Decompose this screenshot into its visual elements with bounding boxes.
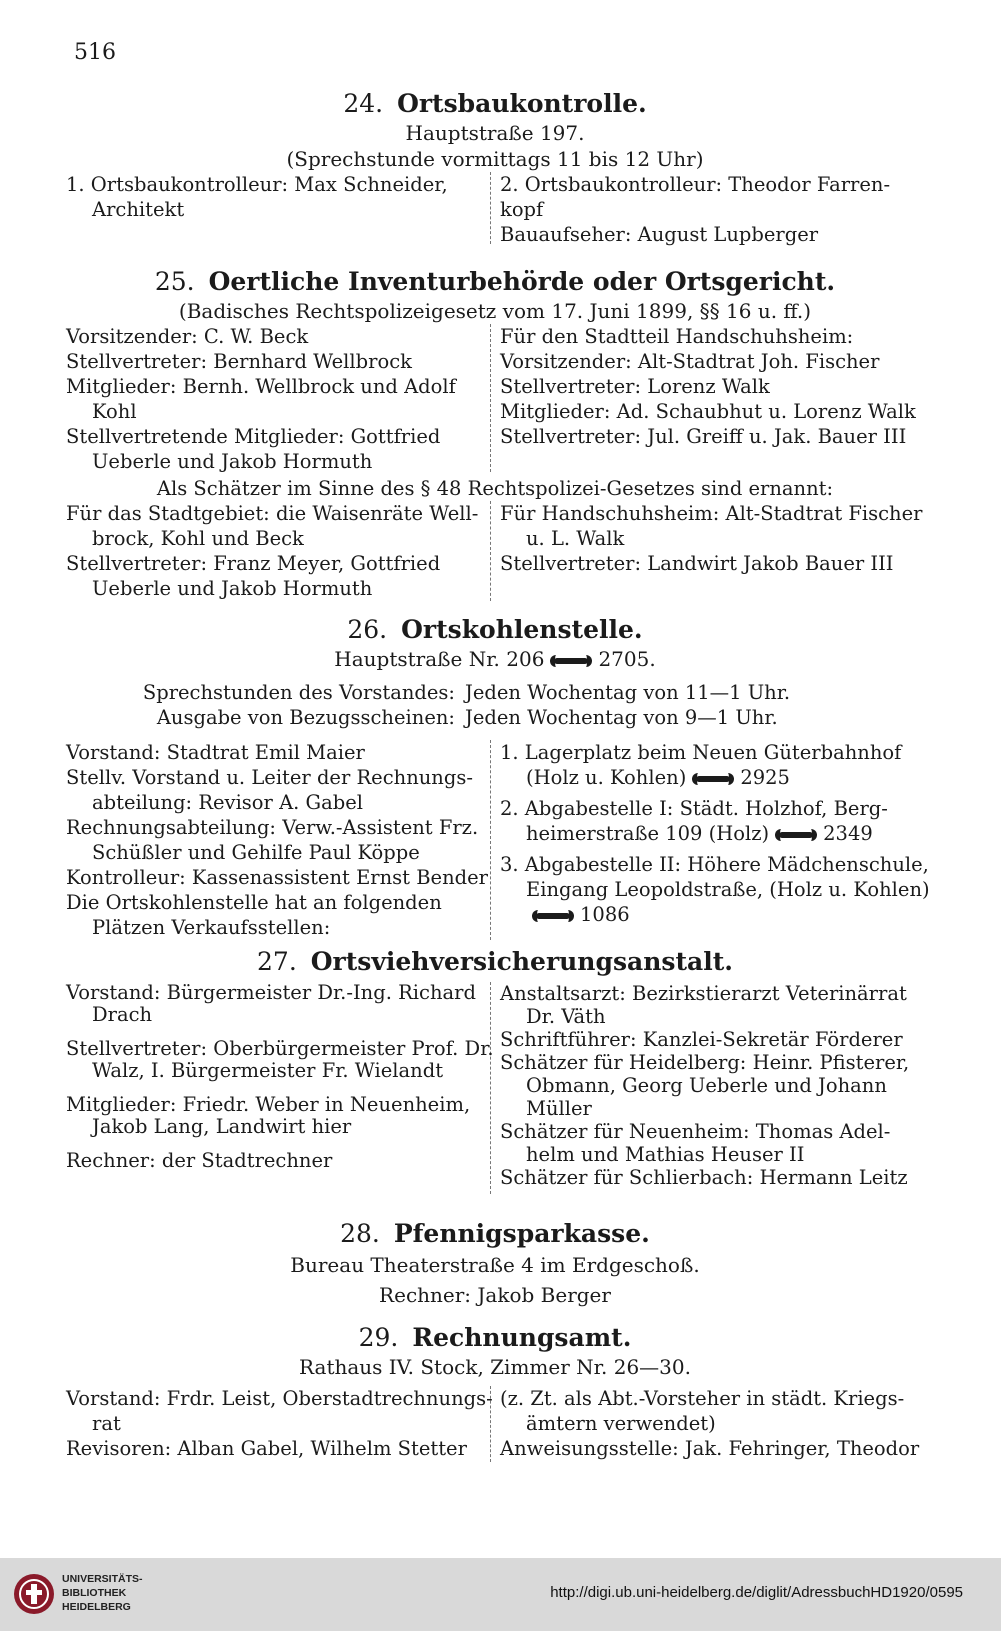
entry-line: helm und Mathias Heuser II bbox=[526, 1143, 805, 1166]
entry-line: Kontrolleur: Kassenassistent Ernst Bender bbox=[66, 866, 488, 889]
section-24 bbox=[60, 88, 930, 248]
two-column-block bbox=[60, 172, 930, 248]
right-column bbox=[500, 172, 930, 247]
two-column-block bbox=[60, 324, 930, 476]
section-address-line bbox=[60, 646, 930, 672]
entry-line: (z. Zt. als Abt.-Vorsteher in städt. Kriegs- bbox=[500, 1387, 905, 1410]
section-26 bbox=[60, 614, 930, 944]
entry-line: abteilung: Revisor A. Gabel bbox=[92, 791, 364, 814]
telephone-icon bbox=[692, 773, 734, 785]
section-28 bbox=[60, 1218, 930, 1310]
two-column-block bbox=[60, 740, 930, 944]
footer-bar bbox=[0, 1558, 1001, 1631]
section-address: Hauptstraße Nr. 206 bbox=[334, 647, 545, 671]
entry-line: Mitglieder: Ad. Schaubhut u. Lorenz Walk bbox=[500, 400, 916, 423]
section-address: Rathaus IV. Stock, Zimmer Nr. 26—30. bbox=[299, 1355, 691, 1379]
entry-line: Stellvertreter: Franz Meyer, Gottfried bbox=[66, 552, 441, 575]
entry-line: Schüßler und Gehilfe Paul Köppe bbox=[92, 841, 420, 864]
section-law-reference: (Badisches Rechtspolizeigesetz vom 17. Juni 1899, §§ 16 u. ff.) bbox=[178, 299, 812, 323]
entry-line: Schätzer für Schlierbach: Hermann Leitz bbox=[500, 1166, 908, 1189]
entry-line: Schätzer für Heidelberg: Heinr. Pfisterer, bbox=[500, 1051, 910, 1074]
entry-line: brock, Kohl und Beck bbox=[92, 527, 304, 550]
section-address: Hauptstraße 197. bbox=[405, 121, 585, 145]
section-title: Ortsviehversicherungsanstalt. bbox=[310, 947, 733, 976]
left-column bbox=[66, 172, 486, 222]
entry-line: Vorstand: Bürgermeister Dr.-Ing. Richard bbox=[66, 981, 476, 1004]
left-column bbox=[66, 501, 486, 601]
section-title: Ortsbaukontrolle. bbox=[397, 89, 647, 118]
entry-line: Vorsitzender: C. W. Beck bbox=[66, 325, 309, 348]
entry-line: Ueberle und Jakob Hormuth bbox=[92, 450, 373, 473]
column-divider bbox=[490, 324, 491, 472]
section-heading bbox=[60, 946, 930, 978]
left-column bbox=[66, 324, 486, 474]
section-heading bbox=[60, 614, 930, 646]
entry-line: Bauaufseher: August Lupberger bbox=[500, 223, 819, 246]
left-column bbox=[66, 740, 486, 940]
entry-line: Walz, I. Bürgermeister Fr. Wielandt bbox=[92, 1059, 444, 1082]
entry-line: Stellvertreter: Lorenz Walk bbox=[500, 375, 770, 398]
entry-line: Anstaltsarzt: Bezirkstierarzt Veterinärrat bbox=[500, 982, 907, 1005]
section-number: 24. bbox=[343, 89, 384, 118]
section-29 bbox=[60, 1322, 930, 1466]
column-divider bbox=[490, 501, 491, 601]
entry-line bbox=[500, 765, 930, 790]
hours-row bbox=[60, 705, 930, 730]
right-column bbox=[500, 740, 930, 927]
entry-text: (Holz u. Kohlen) bbox=[526, 766, 687, 789]
column-divider bbox=[490, 740, 491, 940]
section-number: 29. bbox=[358, 1323, 399, 1352]
entry-line: Stellv. Vorstand u. Leiter der Rechnungs- bbox=[66, 766, 473, 789]
entry-line: Vorstand: Stadtrat Emil Maier bbox=[66, 741, 365, 764]
entry-line: Stellvertreter: Landwirt Jakob Bauer III bbox=[500, 552, 894, 575]
phone-number: 2349 bbox=[823, 822, 873, 845]
entry-line: Kohl bbox=[92, 400, 137, 423]
entry-line: 2. Ortsbaukontrolleur: Theodor Farren- bbox=[500, 173, 891, 196]
appraisers-note: Als Schätzer im Sinne des § 48 Rechtspolizei-Gesetzes sind ernannt: bbox=[156, 477, 834, 500]
library-name bbox=[62, 1572, 143, 1614]
entry-line: Rechnungsabteilung: Verw.-Assistent Frz. bbox=[66, 816, 479, 839]
entry-line: Mitglieder: Bernh. Wellbrock und Adolf bbox=[66, 375, 456, 398]
page-number: 516 bbox=[74, 40, 116, 65]
hours-value: Jeden Wochentag von 9—1 Uhr. bbox=[465, 706, 778, 729]
section-title: Ortskohlenstelle. bbox=[401, 615, 643, 644]
entry-line: Architekt bbox=[92, 198, 185, 221]
left-column bbox=[66, 1386, 493, 1461]
section-title: Rechnungsamt. bbox=[412, 1323, 632, 1352]
entry-line: Drach bbox=[92, 1003, 153, 1026]
right-column bbox=[500, 982, 930, 1189]
section-heading bbox=[60, 1322, 930, 1354]
entry-line: Obmann, Georg Ueberle und Johann bbox=[526, 1074, 887, 1097]
entry-line: u. L. Walk bbox=[526, 527, 625, 550]
right-column bbox=[500, 501, 930, 576]
section-25 bbox=[60, 266, 930, 605]
column-divider bbox=[490, 172, 491, 244]
phone-number: 2705. bbox=[598, 647, 656, 671]
entry-line: Plätzen Verkaufsstellen: bbox=[92, 916, 331, 939]
entry-line: kopf bbox=[500, 198, 544, 221]
entry-line: rat bbox=[92, 1412, 121, 1435]
section-hours: (Sprechstunde vormittags 11 bis 12 Uhr) bbox=[286, 147, 704, 171]
entry-line: ämtern verwendet) bbox=[526, 1412, 716, 1435]
entry-text: heimerstraße 109 (Holz) bbox=[526, 822, 770, 845]
entry-line: Stellvertreter: Jul. Greiff u. Jak. Bauer III bbox=[500, 425, 907, 448]
university-seal-logo[interactable] bbox=[12, 1572, 56, 1616]
hours-label: Sprechstunden des Vorstandes: bbox=[142, 681, 455, 704]
entry-line: Stellvertreter: Oberbürgermeister Prof. Dr. bbox=[66, 1037, 494, 1060]
entry-line: 1. Ortsbaukontrolleur: Max Schneider, bbox=[66, 173, 448, 196]
entry-line: Revisoren: Alban Gabel, Wilhelm Stetter bbox=[66, 1437, 467, 1460]
section-title: Pfennigsparkasse. bbox=[393, 1219, 650, 1248]
telephone-icon bbox=[532, 910, 574, 922]
entry-line: Vorsitzender: Alt-Stadtrat Joh. Fischer bbox=[500, 350, 880, 373]
entry-line: 1. Lagerplatz beim Neuen Güterbahnhof bbox=[500, 741, 902, 764]
section-heading bbox=[60, 1218, 930, 1250]
telephone-icon bbox=[550, 655, 592, 667]
entry-line: Schätzer für Neuenheim: Thomas Adel- bbox=[500, 1120, 891, 1143]
library-name-line: UNIVERSITÄTS- bbox=[62, 1573, 143, 1585]
entry-line: Für Handschuhsheim: Alt-Stadtrat Fischer bbox=[500, 502, 923, 525]
section-number: 28. bbox=[340, 1219, 380, 1248]
entry-line: Müller bbox=[526, 1097, 592, 1120]
two-column-block bbox=[60, 982, 930, 1198]
entry-line: Eingang Leopoldstraße, (Holz u. Kohlen) bbox=[526, 878, 930, 901]
entry-line: Stellvertretende Mitglieder: Gottfried bbox=[66, 425, 441, 448]
section-title: Oertliche Inventurbehörde oder Ortsgericht. bbox=[208, 267, 836, 296]
phone-number: 1086 bbox=[580, 903, 630, 926]
section-number: 26. bbox=[347, 615, 388, 644]
entry-line: Schriftführer: Kanzlei-Sekretär Förderer bbox=[500, 1028, 903, 1051]
section-rechner: Rechner: Jakob Berger bbox=[379, 1283, 611, 1307]
library-name-line: HEIDELBERG bbox=[62, 1601, 131, 1613]
entry-line: 2. Abgabestelle I: Städt. Holzhof, Berg- bbox=[500, 797, 888, 820]
two-column-block bbox=[60, 501, 930, 605]
entry-line: Mitglieder: Friedr. Weber in Neuenheim, bbox=[66, 1093, 471, 1116]
entry-line: Rechner: der Stadtrechner bbox=[66, 1149, 333, 1172]
hours-label: Ausgabe von Bezugsscheinen: bbox=[156, 706, 455, 729]
section-heading bbox=[60, 266, 930, 298]
entry-line: Jakob Lang, Landwirt hier bbox=[92, 1115, 352, 1138]
section-27 bbox=[60, 946, 930, 1198]
left-column bbox=[66, 981, 494, 1172]
source-url-link[interactable]: http://digi.ub.uni-heidelberg.de/diglit/AdressbuchHD1920/0595 bbox=[550, 1584, 963, 1601]
hours-value: Jeden Wochentag von 11—1 Uhr. bbox=[465, 681, 791, 704]
section-address: Bureau Theaterstraße 4 im Erdgeschoß. bbox=[290, 1253, 700, 1277]
entry-line: Für den Stadtteil Handschuhsheim: bbox=[500, 325, 854, 348]
telephone-icon bbox=[775, 829, 817, 841]
entry-line: 3. Abgabestelle II: Höhere Mädchenschule, bbox=[500, 853, 929, 876]
entry-line: Die Ortskohlenstelle hat an folgenden bbox=[66, 891, 442, 914]
hours-row bbox=[60, 680, 930, 705]
entry-line: Vorstand: Frdr. Leist, Oberstadtrechnungs- bbox=[66, 1387, 493, 1410]
entry-line: Anweisungsstelle: Jak. Fehringer, Theodor bbox=[500, 1437, 920, 1460]
entry-line: Dr. Väth bbox=[526, 1005, 606, 1028]
section-number: 27. bbox=[257, 947, 297, 976]
right-column bbox=[500, 1386, 930, 1461]
entry-line bbox=[500, 821, 930, 846]
library-name-line: BIBLIOTHEK bbox=[62, 1587, 127, 1599]
section-heading bbox=[60, 88, 930, 120]
entry-line: Ueberle und Jakob Hormuth bbox=[92, 577, 373, 600]
entry-line bbox=[500, 902, 930, 927]
section-number: 25. bbox=[154, 267, 195, 296]
two-column-block bbox=[60, 1386, 930, 1466]
phone-number: 2925 bbox=[740, 766, 790, 789]
right-column bbox=[500, 324, 930, 449]
column-divider bbox=[490, 982, 491, 1194]
entry-line: Stellvertreter: Bernhard Wellbrock bbox=[66, 350, 412, 373]
entry-line: Für das Stadtgebiet: die Waisenräte Well- bbox=[66, 502, 479, 525]
